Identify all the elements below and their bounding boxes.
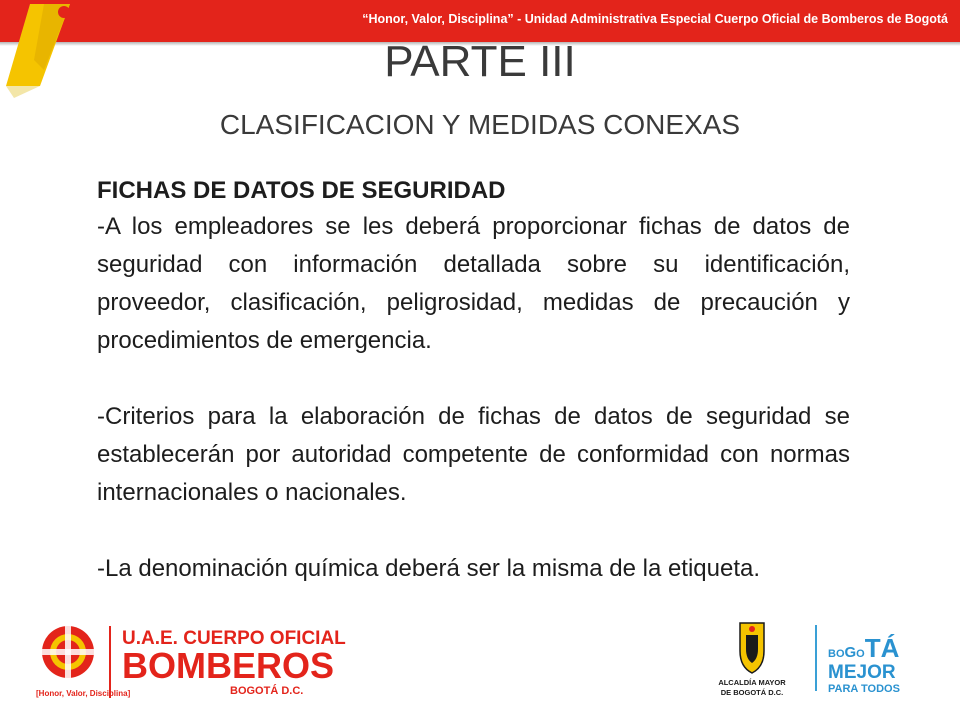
paragraph-3: -La denominación química deberá ser la misma de la etiqueta. [97, 555, 761, 582]
slide-title: PARTE III [384, 37, 576, 86]
paragraph-1: -A los empleadores se les deberá proporcionar fichas de datos de seguridad con información detallada sobre su identificación, proveedor, clasificación, peligrosidad, medidas de precaución y procedimientos de emergencia. [97, 213, 850, 354]
coat-of-arms-icon [740, 623, 764, 673]
bogota-wordmark [828, 633, 900, 663]
bomberos-motto: [Honor, Valor, Disciplina] [36, 689, 131, 698]
alcaldia-logo [700, 615, 950, 707]
bomberos-line2: BOMBEROS [122, 645, 335, 686]
bogota-g: G [844, 644, 857, 661]
pencil-eraser [58, 6, 70, 18]
bomberos-line3: BOGOTÁ D.C. [230, 685, 304, 697]
slide-subtitle: CLASIFICACION Y MEDIDAS CONEXAS [219, 109, 741, 140]
bogota-o: O [856, 648, 865, 660]
alcaldia-line1: ALCALDÍA MAYOR [718, 678, 786, 687]
bomberos-emblem-icon [42, 626, 94, 678]
pencil-tip [6, 86, 40, 98]
bogota-bo: BO [828, 648, 845, 660]
alcaldia-line2: DE BOGOTÁ D.C. [720, 688, 784, 697]
paragraph-spacer [97, 512, 850, 550]
slide-body [97, 174, 850, 588]
bogota-para-todos: PARA TODOS [828, 683, 900, 695]
paragraph-2: -Criterios para la elaboración de fichas de datos de seguridad se establecerán por autoridad competente de conformidad con normas internacionales o nacionales. [97, 403, 850, 506]
paragraph-spacer [97, 360, 850, 398]
section-heading: FICHAS DE DATOS DE SEGURIDAD [97, 177, 506, 204]
header-tagline: “Honor, Valor, Disciplina” - Unidad Administrativa Especial Cuerpo Oficial de Bomberos de Bogotá [362, 12, 948, 26]
bogota-ta: TÁ [864, 633, 900, 663]
bogota-mejor: MEJOR [828, 662, 896, 683]
bomberos-line1: U.A.E. CUERPO OFICIAL [122, 628, 346, 649]
bomberos-logo [34, 622, 346, 702]
